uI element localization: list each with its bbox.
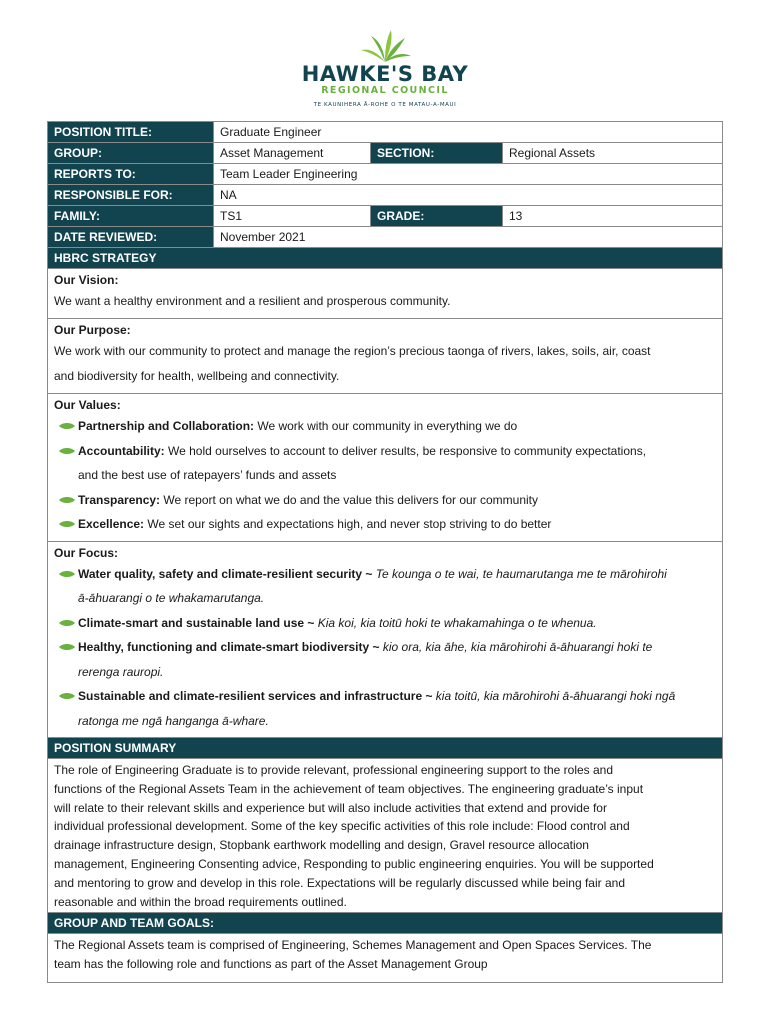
purpose-text-line-1: We work with our community to protect and manage the region’s precious taonga of rivers, lakes, soils, air, coast	[54, 344, 651, 358]
responsible-for-value: NA	[220, 188, 237, 202]
focus-title: Healthy, functioning and climate-smart biodiversity ~	[78, 640, 380, 654]
value-item	[54, 439, 716, 488]
logo-tagline: TE KAUNIHERA Ā-ROHE O TE MATAU-A-MAUI	[313, 102, 457, 108]
row-reports-to	[48, 164, 722, 185]
leaf-bullet-icon	[58, 562, 78, 587]
summary-line: The role of Engineering Graduate is to provide relevant, professional engineering support to the roles and	[54, 763, 614, 777]
group-goals-heading: GROUP AND TEAM GOALS:	[48, 913, 722, 934]
group-goals-text	[48, 934, 722, 982]
value-title: Excellence:	[78, 517, 145, 531]
focus-maori-text-continued: rerenga rauropi.	[78, 664, 164, 679]
focus-maori-text: kio ora, kia āhe, kia mārohirohi ā-āhuarangi hoki te	[379, 640, 653, 654]
values-list	[54, 414, 716, 537]
focus-title: Water quality, safety and climate-resilient security ~	[78, 566, 373, 581]
vision-section	[48, 269, 722, 319]
focus-maori-text: Te kounga o te wai, te haumarutanga me te mārohirohi	[372, 566, 667, 581]
value-item	[54, 414, 716, 439]
position-summary-text	[48, 759, 722, 913]
focus-maori-text: Kia koi, kia toitū hoki te whakamahinga o te whenua.	[314, 615, 597, 630]
family-label: FAMILY:	[48, 206, 214, 226]
focus-maori-text: kia toitū, kia mārohirohi ā-āhuarangi hoki ngā	[432, 689, 676, 703]
focus-item	[54, 635, 716, 684]
summary-line: reasonable and within the broad requirements outlined.	[54, 894, 347, 909]
leaf-bullet-icon	[58, 488, 78, 513]
leaf-logo-icon	[355, 28, 415, 64]
value-text: We hold ourselves to account to deliver results, be responsive to community expectations,	[164, 443, 647, 458]
purpose-text-line-2: and biodiversity for health, wellbeing and connectivity.	[54, 369, 340, 383]
summary-line: individual professional development. Some of the key specific activities of this role include: Flood control and	[54, 819, 630, 834]
value-item	[54, 512, 716, 537]
goals-line: team has the following role and functions as part of the Asset Management Group	[54, 957, 488, 972]
value-title: Transparency:	[78, 492, 161, 507]
value-text: We work with our community in everything we do	[254, 419, 518, 433]
focus-maori-text-continued: ratonga me ngā hanganga ā-whare.	[78, 713, 269, 728]
row-responsible-for	[48, 185, 722, 206]
section-value: Regional Assets	[509, 146, 596, 160]
vision-heading: Our Vision:	[54, 273, 119, 287]
position-title-value: Graduate Engineer	[220, 125, 322, 139]
vision-text: We want a healthy environment and a resilient and prosperous community.	[54, 294, 451, 308]
row-group	[48, 143, 722, 164]
goals-line: The Regional Assets team is comprised of Engineering, Schemes Management and Open Spaces Services. The	[54, 938, 652, 953]
summary-line: functions of the Regional Assets Team in the achievement of team objectives. The engineering graduate’s input	[54, 781, 644, 796]
reports-to-label: REPORTS TO:	[48, 164, 214, 184]
focus-list	[54, 562, 716, 734]
value-title: Accountability:	[78, 443, 165, 458]
position-description-table	[47, 121, 723, 983]
values-heading: Our Values:	[54, 398, 121, 412]
family-value: TS1	[214, 206, 371, 226]
grade-value: 13	[509, 209, 523, 223]
focus-section	[48, 542, 722, 739]
position-summary-heading: POSITION SUMMARY	[48, 738, 722, 759]
focus-maori-text-continued: ā-āhuarangi o te whakamarutanga.	[78, 591, 265, 605]
focus-item	[54, 611, 716, 636]
date-reviewed-value: November 2021	[220, 230, 306, 244]
focus-item	[54, 684, 716, 733]
focus-item	[54, 562, 716, 611]
value-text: We set our sights and expectations high, and never stop striving to do better	[144, 517, 552, 531]
position-title-label: POSITION TITLE:	[48, 122, 214, 142]
value-title: Partnership and Collaboration:	[78, 419, 255, 433]
grade-label: GRADE:	[371, 206, 503, 226]
summary-line: will relate to their relevant skills and experience but will also include activities that extend and provide for	[54, 800, 607, 815]
reports-to-value: Team Leader Engineering	[220, 167, 358, 181]
summary-line: management, Engineering Consenting advice, Responding to public engineering enquiries. You will be supported	[54, 856, 654, 871]
focus-heading: Our Focus:	[54, 545, 119, 560]
purpose-section	[48, 319, 722, 394]
value-text-continued: and the best use of ratepayers’ funds and assets	[78, 468, 337, 482]
leaf-bullet-icon	[58, 512, 78, 537]
strategy-heading: HBRC STRATEGY	[48, 248, 722, 269]
row-family	[48, 206, 722, 227]
leaf-bullet-icon	[58, 611, 78, 636]
group-label: GROUP:	[48, 143, 214, 163]
hbrc-logo	[0, 28, 770, 114]
focus-title: Climate-smart and sustainable land use ~	[78, 615, 315, 630]
leaf-bullet-icon	[58, 684, 78, 709]
values-section	[48, 394, 722, 542]
purpose-heading: Our Purpose:	[54, 323, 131, 337]
date-reviewed-label: DATE REVIEWED:	[48, 227, 214, 247]
row-position-title	[48, 122, 722, 143]
row-date-reviewed	[48, 227, 722, 248]
value-item	[54, 488, 716, 513]
logo-subtitle: REGIONAL COUNCIL	[321, 85, 449, 96]
responsible-for-label: RESPONSIBLE FOR:	[48, 185, 214, 205]
leaf-bullet-icon	[58, 414, 78, 439]
group-value: Asset Management	[214, 143, 371, 163]
leaf-bullet-icon	[58, 439, 78, 464]
section-label: SECTION:	[371, 143, 503, 163]
leaf-bullet-icon	[58, 635, 78, 660]
summary-line: drainage infrastructure design, Stopbank earthwork modelling and design, Gravel resource allocation	[54, 838, 589, 853]
focus-title: Sustainable and climate-resilient services and infrastructure ~	[78, 689, 433, 703]
logo-title: HAWKE'S BAY	[301, 62, 469, 86]
value-text: We report on what we do and the value this delivers for our community	[160, 492, 539, 507]
summary-line: and mentoring to grow and develop in this role. Expectations will be regularly discussed while being fair and	[54, 875, 625, 890]
